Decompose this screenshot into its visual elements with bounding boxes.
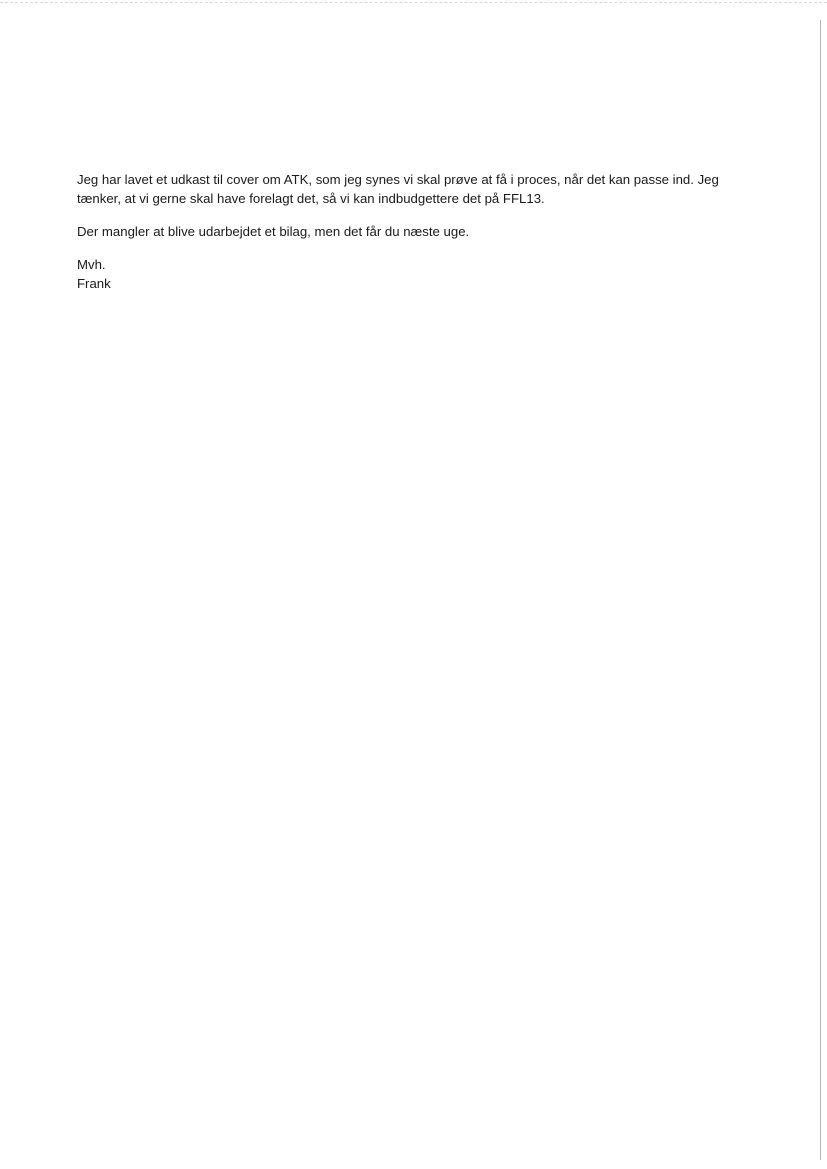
letter-body <box>77 170 757 293</box>
scan-edge-top <box>0 2 827 3</box>
scan-edge-right <box>820 20 821 1160</box>
letter-paragraph-1: Jeg har lavet et udkast til cover om ATK, som jeg synes vi skal prøve at få i proces, når det kan passe ind. Jeg tænker, at vi gerne skal have forelagt det, så vi kan indbudgettere det på FFL13. <box>77 172 719 206</box>
closing-text: Mvh. <box>77 257 106 272</box>
signature-name: Frank <box>77 276 111 291</box>
letter-paragraph-2: Der mangler at blive udarbejdet et bilag, men det får du næste uge. <box>77 224 470 239</box>
letter-signoff <box>77 255 757 293</box>
